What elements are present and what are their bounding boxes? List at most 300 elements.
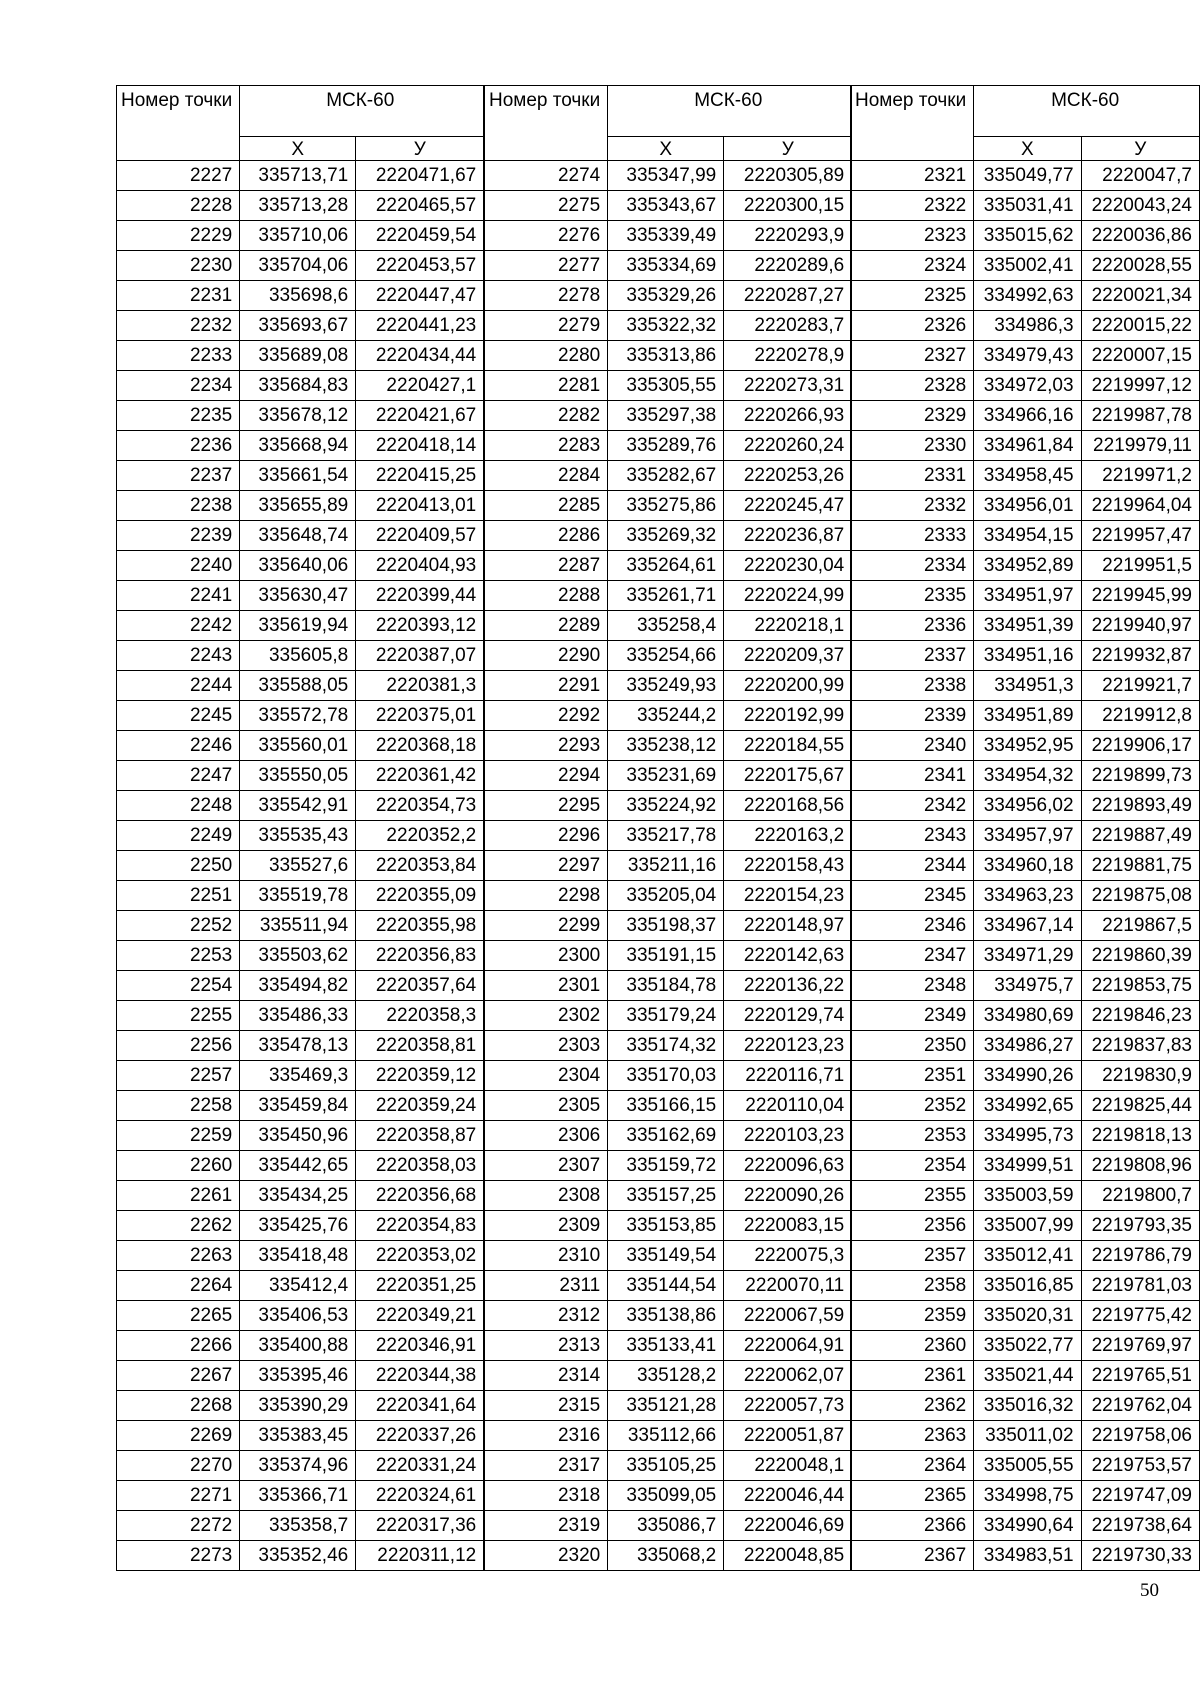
table-row: [851, 1031, 1200, 1061]
x-coordinate-cell: 335238,12: [608, 731, 724, 761]
y-coordinate-cell: 2220123,23: [724, 1031, 852, 1061]
table-row: [485, 401, 852, 431]
table-row: [117, 1301, 484, 1331]
point-number-cell: 2270: [117, 1451, 240, 1481]
y-coordinate-cell: 2219912,8: [1081, 701, 1199, 731]
y-header: У: [1081, 137, 1199, 161]
x-coordinate-cell: 335133,41: [608, 1331, 724, 1361]
y-coordinate-cell: 2220357,64: [356, 971, 484, 1001]
y-coordinate-cell: 2220253,26: [724, 461, 852, 491]
x-coordinate-cell: 335400,88: [240, 1331, 356, 1361]
point-number-cell: 2295: [485, 791, 608, 821]
x-coordinate-cell: 335693,67: [240, 311, 356, 341]
y-coordinate-cell: 2219906,17: [1081, 731, 1199, 761]
point-number-cell: 2360: [851, 1331, 974, 1361]
table-row: [117, 401, 484, 431]
table-row: [117, 1091, 484, 1121]
table-row: [117, 971, 484, 1001]
y-coordinate-cell: 2220358,03: [356, 1151, 484, 1181]
x-coordinate-cell: 335689,08: [240, 341, 356, 371]
table-row: [117, 311, 484, 341]
y-coordinate-cell: 2219846,23: [1081, 1001, 1199, 1031]
x-coordinate-cell: 334990,64: [974, 1511, 1081, 1541]
y-coordinate-cell: 2220418,14: [356, 431, 484, 461]
x-coordinate-cell: 334995,73: [974, 1121, 1081, 1151]
y-coordinate-cell: 2220043,24: [1081, 191, 1199, 221]
point-number-cell: 2356: [851, 1211, 974, 1241]
point-number-cell: 2352: [851, 1091, 974, 1121]
y-coordinate-cell: 2219867,5: [1081, 911, 1199, 941]
table-row: [117, 281, 484, 311]
point-number-cell: 2307: [485, 1151, 608, 1181]
point-number-cell: 2309: [485, 1211, 608, 1241]
y-coordinate-cell: 2220090,26: [724, 1181, 852, 1211]
y-coordinate-cell: 2220148,97: [724, 911, 852, 941]
y-coordinate-cell: 2220200,99: [724, 671, 852, 701]
table-row: [117, 791, 484, 821]
x-coordinate-cell: 335519,78: [240, 881, 356, 911]
y-coordinate-cell: 2220358,3: [356, 1001, 484, 1031]
x-coordinate-cell: 335661,54: [240, 461, 356, 491]
point-number-cell: 2319: [485, 1511, 608, 1541]
table-row: [117, 911, 484, 941]
table-row: [485, 911, 852, 941]
x-coordinate-cell: 335144,54: [608, 1271, 724, 1301]
x-coordinate-cell: 335425,76: [240, 1211, 356, 1241]
x-coordinate-cell: 335282,67: [608, 461, 724, 491]
y-coordinate-cell: 2220447,47: [356, 281, 484, 311]
table-row: [117, 1511, 484, 1541]
x-coordinate-cell: 335630,47: [240, 581, 356, 611]
point-number-cell: 2290: [485, 641, 608, 671]
table-row: [485, 941, 852, 971]
point-number-cell: 2310: [485, 1241, 608, 1271]
table-row: [485, 1481, 852, 1511]
point-number-cell: 2306: [485, 1121, 608, 1151]
point-number-cell: 2271: [117, 1481, 240, 1511]
table-row: [485, 1091, 852, 1121]
point-number-cell: 2275: [485, 191, 608, 221]
y-coordinate-cell: 2219753,57: [1081, 1451, 1199, 1481]
point-number-cell: 2329: [851, 401, 974, 431]
table-row: [485, 1001, 852, 1031]
point-number-cell: 2320: [485, 1541, 608, 1571]
x-coordinate-cell: 334951,16: [974, 641, 1081, 671]
table-row: [485, 1241, 852, 1271]
table-row: [485, 1181, 852, 1211]
x-coordinate-cell: 335605,8: [240, 641, 356, 671]
table-row: [851, 1391, 1200, 1421]
x-coordinate-cell: 335619,94: [240, 611, 356, 641]
point-number-cell: 2235: [117, 401, 240, 431]
point-number-cell: 2291: [485, 671, 608, 701]
table-row: [485, 1271, 852, 1301]
x-coordinate-cell: 334986,3: [974, 311, 1081, 341]
point-number-cell: 2261: [117, 1181, 240, 1211]
table-row: [485, 1391, 852, 1421]
y-coordinate-cell: 2219738,64: [1081, 1511, 1199, 1541]
table-row: [485, 731, 852, 761]
x-coordinate-cell: 335170,03: [608, 1061, 724, 1091]
y-coordinate-cell: 2220349,21: [356, 1301, 484, 1331]
table-row: [851, 1421, 1200, 1451]
y-coordinate-cell: 2220352,2: [356, 821, 484, 851]
x-coordinate-cell: 334954,15: [974, 521, 1081, 551]
table-row: [851, 821, 1200, 851]
point-number-cell: 2242: [117, 611, 240, 641]
y-coordinate-cell: 2219940,97: [1081, 611, 1199, 641]
y-coordinate-cell: 2219793,35: [1081, 1211, 1199, 1241]
x-coordinate-cell: 335297,38: [608, 401, 724, 431]
y-coordinate-cell: 2220015,22: [1081, 311, 1199, 341]
point-number-cell: 2237: [117, 461, 240, 491]
table-row: [851, 941, 1200, 971]
table-row: [851, 221, 1200, 251]
point-number-cell: 2335: [851, 581, 974, 611]
x-coordinate-cell: 334971,29: [974, 941, 1081, 971]
y-coordinate-cell: 2220064,91: [724, 1331, 852, 1361]
x-coordinate-cell: 335174,32: [608, 1031, 724, 1061]
point-number-cell: 2334: [851, 551, 974, 581]
point-number-header: Номер точки: [485, 86, 608, 161]
x-coordinate-cell: 335383,45: [240, 1421, 356, 1451]
point-number-cell: 2234: [117, 371, 240, 401]
x-coordinate-cell: 335347,99: [608, 161, 724, 191]
table-row: [117, 851, 484, 881]
x-coordinate-cell: 335275,86: [608, 491, 724, 521]
point-number-cell: 2267: [117, 1361, 240, 1391]
x-coordinate-cell: 335022,77: [974, 1331, 1081, 1361]
table-row: [117, 1271, 484, 1301]
x-coordinate-cell: 335159,72: [608, 1151, 724, 1181]
point-number-cell: 2357: [851, 1241, 974, 1271]
table-row: [851, 581, 1200, 611]
x-coordinate-cell: 335269,32: [608, 521, 724, 551]
y-coordinate-cell: 2220346,91: [356, 1331, 484, 1361]
point-number-cell: 2289: [485, 611, 608, 641]
table-row: [485, 791, 852, 821]
table-row: [485, 251, 852, 281]
point-number-cell: 2294: [485, 761, 608, 791]
y-coordinate-cell: 2220158,43: [724, 851, 852, 881]
page-number: 50: [1140, 1580, 1159, 1601]
table-row: [851, 1451, 1200, 1481]
x-coordinate-cell: 335258,4: [608, 611, 724, 641]
x-coordinate-cell: 335334,69: [608, 251, 724, 281]
x-coordinate-cell: 335005,55: [974, 1451, 1081, 1481]
x-coordinate-cell: 334972,03: [974, 371, 1081, 401]
y-coordinate-cell: 2220387,07: [356, 641, 484, 671]
table-row: [851, 491, 1200, 521]
table-row: [851, 641, 1200, 671]
x-coordinate-cell: 335016,32: [974, 1391, 1081, 1421]
point-number-cell: 2336: [851, 611, 974, 641]
y-coordinate-cell: 2219830,9: [1081, 1061, 1199, 1091]
point-number-cell: 2250: [117, 851, 240, 881]
table-row: [485, 1331, 852, 1361]
table-row: [851, 251, 1200, 281]
y-coordinate-cell: 2220331,24: [356, 1451, 484, 1481]
y-coordinate-cell: 2220184,55: [724, 731, 852, 761]
y-coordinate-cell: 2219747,09: [1081, 1481, 1199, 1511]
table-row: [117, 521, 484, 551]
table-row: [485, 581, 852, 611]
point-number-cell: 2247: [117, 761, 240, 791]
point-number-cell: 2292: [485, 701, 608, 731]
x-coordinate-cell: 334958,45: [974, 461, 1081, 491]
y-coordinate-cell: 2220036,86: [1081, 221, 1199, 251]
y-coordinate-cell: 2220154,23: [724, 881, 852, 911]
point-number-header: Номер точки: [117, 86, 240, 161]
y-coordinate-cell: 2220103,23: [724, 1121, 852, 1151]
table-row: [117, 761, 484, 791]
y-coordinate-cell: 2219951,5: [1081, 551, 1199, 581]
x-header: X: [608, 137, 724, 161]
table-row: [485, 1061, 852, 1091]
x-coordinate-cell: 335289,76: [608, 431, 724, 461]
point-number-cell: 2244: [117, 671, 240, 701]
x-header: X: [974, 137, 1081, 161]
point-number-cell: 2287: [485, 551, 608, 581]
x-coordinate-cell: 335366,71: [240, 1481, 356, 1511]
point-number-cell: 2318: [485, 1481, 608, 1511]
table-row: [851, 1091, 1200, 1121]
y-coordinate-cell: 2220028,55: [1081, 251, 1199, 281]
table-row: [851, 1181, 1200, 1211]
table-row: [851, 731, 1200, 761]
x-coordinate-cell: 334954,32: [974, 761, 1081, 791]
point-number-cell: 2317: [485, 1451, 608, 1481]
y-coordinate-cell: 2220116,71: [724, 1061, 852, 1091]
table-row: [851, 461, 1200, 491]
x-coordinate-cell: 335217,78: [608, 821, 724, 851]
point-number-cell: 2311: [485, 1271, 608, 1301]
x-coordinate-cell: 335261,71: [608, 581, 724, 611]
y-coordinate-cell: 2220353,84: [356, 851, 484, 881]
point-number-cell: 2273: [117, 1541, 240, 1571]
point-number-cell: 2263: [117, 1241, 240, 1271]
table-row: [851, 1211, 1200, 1241]
point-number-cell: 2363: [851, 1421, 974, 1451]
x-coordinate-cell: 335112,66: [608, 1421, 724, 1451]
x-coordinate-cell: 335020,31: [974, 1301, 1081, 1331]
y-coordinate-cell: 2219964,04: [1081, 491, 1199, 521]
point-number-cell: 2349: [851, 1001, 974, 1031]
y-coordinate-cell: 2219808,96: [1081, 1151, 1199, 1181]
table-row: [117, 881, 484, 911]
point-number-cell: 2293: [485, 731, 608, 761]
x-coordinate-cell: 335535,43: [240, 821, 356, 851]
table-row: [117, 221, 484, 251]
x-coordinate-cell: 334951,3: [974, 671, 1081, 701]
table-row: [117, 1481, 484, 1511]
x-coordinate-cell: 335418,48: [240, 1241, 356, 1271]
table-row: [485, 461, 852, 491]
table-row: [851, 401, 1200, 431]
table-row: [485, 341, 852, 371]
y-coordinate-cell: 2219932,87: [1081, 641, 1199, 671]
table-row: [851, 1511, 1200, 1541]
table-row: [485, 851, 852, 881]
x-coordinate-cell: 334992,63: [974, 281, 1081, 311]
point-number-cell: 2331: [851, 461, 974, 491]
table-row: [117, 1241, 484, 1271]
point-number-cell: 2342: [851, 791, 974, 821]
point-number-cell: 2241: [117, 581, 240, 611]
table-row: [851, 1151, 1200, 1181]
table-row: [851, 671, 1200, 701]
point-number-cell: 2330: [851, 431, 974, 461]
y-coordinate-cell: 2220289,6: [724, 251, 852, 281]
y-coordinate-cell: 2220273,31: [724, 371, 852, 401]
y-coordinate-cell: 2220465,57: [356, 191, 484, 221]
table-row: [851, 431, 1200, 461]
point-number-cell: 2344: [851, 851, 974, 881]
y-coordinate-cell: 2219818,13: [1081, 1121, 1199, 1151]
x-coordinate-cell: 335486,33: [240, 1001, 356, 1031]
y-coordinate-cell: 2220344,38: [356, 1361, 484, 1391]
point-number-cell: 2325: [851, 281, 974, 311]
point-number-cell: 2298: [485, 881, 608, 911]
y-coordinate-cell: 2220057,73: [724, 1391, 852, 1421]
point-number-cell: 2249: [117, 821, 240, 851]
y-coordinate-cell: 2220048,85: [724, 1541, 852, 1571]
x-coordinate-cell: 335648,74: [240, 521, 356, 551]
x-coordinate-cell: 335668,94: [240, 431, 356, 461]
y-coordinate-cell: 2220047,7: [1081, 161, 1199, 191]
y-coordinate-cell: 2219979,11: [1081, 431, 1199, 461]
table-row: [851, 191, 1200, 221]
point-number-cell: 2269: [117, 1421, 240, 1451]
point-number-cell: 2337: [851, 641, 974, 671]
point-number-cell: 2240: [117, 551, 240, 581]
y-coordinate-cell: 2220393,12: [356, 611, 484, 641]
y-coordinate-cell: 2220083,15: [724, 1211, 852, 1241]
point-number-cell: 2305: [485, 1091, 608, 1121]
coordinates-table-2: [484, 85, 852, 1571]
x-coordinate-cell: 335015,62: [974, 221, 1081, 251]
y-coordinate-cell: 2220266,93: [724, 401, 852, 431]
x-coordinate-cell: 335469,3: [240, 1061, 356, 1091]
table-row: [851, 1301, 1200, 1331]
table-row: [117, 611, 484, 641]
x-coordinate-cell: 335329,26: [608, 281, 724, 311]
x-coordinate-cell: 335264,61: [608, 551, 724, 581]
table-row: [851, 1481, 1200, 1511]
y-coordinate-cell: 2220361,42: [356, 761, 484, 791]
y-coordinate-cell: 2220421,67: [356, 401, 484, 431]
y-coordinate-cell: 2219825,44: [1081, 1091, 1199, 1121]
table-row: [485, 1211, 852, 1241]
y-coordinate-cell: 2219800,7: [1081, 1181, 1199, 1211]
table-row: [851, 1361, 1200, 1391]
table-row: [485, 671, 852, 701]
point-number-cell: 2265: [117, 1301, 240, 1331]
y-coordinate-cell: 2220471,67: [356, 161, 484, 191]
y-coordinate-cell: 2220163,2: [724, 821, 852, 851]
point-number-cell: 2313: [485, 1331, 608, 1361]
x-coordinate-cell: 335339,49: [608, 221, 724, 251]
table-row: [117, 161, 484, 191]
table-row: [117, 191, 484, 221]
x-coordinate-cell: 335121,28: [608, 1391, 724, 1421]
table-row: [851, 611, 1200, 641]
table-row: [117, 431, 484, 461]
table-row: [117, 341, 484, 371]
y-coordinate-cell: 2219781,03: [1081, 1271, 1199, 1301]
x-coordinate-cell: 334957,97: [974, 821, 1081, 851]
x-coordinate-cell: 335086,7: [608, 1511, 724, 1541]
x-coordinate-cell: 335138,86: [608, 1301, 724, 1331]
point-number-cell: 2327: [851, 341, 974, 371]
x-coordinate-cell: 335710,06: [240, 221, 356, 251]
table-row: [485, 161, 852, 191]
point-number-cell: 2230: [117, 251, 240, 281]
table-row: [851, 1061, 1200, 1091]
x-coordinate-cell: 335244,2: [608, 701, 724, 731]
table-row: [851, 971, 1200, 1001]
x-coordinate-cell: 334961,84: [974, 431, 1081, 461]
y-coordinate-cell: 2219837,83: [1081, 1031, 1199, 1061]
x-coordinate-cell: 335003,59: [974, 1181, 1081, 1211]
x-coordinate-cell: 334952,89: [974, 551, 1081, 581]
x-coordinate-cell: 335406,53: [240, 1301, 356, 1331]
point-number-cell: 2248: [117, 791, 240, 821]
point-number-cell: 2348: [851, 971, 974, 1001]
x-coordinate-cell: 335588,05: [240, 671, 356, 701]
table-row: [117, 551, 484, 581]
x-coordinate-cell: 335198,37: [608, 911, 724, 941]
point-number-cell: 2266: [117, 1331, 240, 1361]
point-number-cell: 2324: [851, 251, 974, 281]
x-coordinate-cell: 335352,46: [240, 1541, 356, 1571]
point-number-cell: 2277: [485, 251, 608, 281]
point-number-cell: 2302: [485, 1001, 608, 1031]
y-coordinate-cell: 2220381,3: [356, 671, 484, 701]
point-number-cell: 2272: [117, 1511, 240, 1541]
x-coordinate-cell: 334952,95: [974, 731, 1081, 761]
x-coordinate-cell: 335068,2: [608, 1541, 724, 1571]
table-row: [485, 371, 852, 401]
point-number-cell: 2238: [117, 491, 240, 521]
point-number-cell: 2251: [117, 881, 240, 911]
y-coordinate-cell: 2220353,02: [356, 1241, 484, 1271]
x-coordinate-cell: 335572,78: [240, 701, 356, 731]
table-row: [851, 911, 1200, 941]
table-row: [117, 1001, 484, 1031]
x-coordinate-cell: 335503,62: [240, 941, 356, 971]
y-coordinate-cell: 2219762,04: [1081, 1391, 1199, 1421]
point-number-cell: 2239: [117, 521, 240, 551]
point-number-cell: 2338: [851, 671, 974, 701]
y-coordinate-cell: 2220311,12: [356, 1541, 484, 1571]
table-row: [851, 1541, 1200, 1571]
y-coordinate-cell: 2220359,12: [356, 1061, 484, 1091]
y-coordinate-cell: 2220459,54: [356, 221, 484, 251]
y-coordinate-cell: 2220062,07: [724, 1361, 852, 1391]
point-number-cell: 2300: [485, 941, 608, 971]
y-coordinate-cell: 2220358,87: [356, 1121, 484, 1151]
y-coordinate-cell: 2220110,04: [724, 1091, 852, 1121]
point-number-cell: 2328: [851, 371, 974, 401]
table-row: [485, 491, 852, 521]
table-row: [851, 1121, 1200, 1151]
y-coordinate-cell: 2220441,23: [356, 311, 484, 341]
table-row: [485, 1361, 852, 1391]
table-row: [485, 521, 852, 551]
point-number-cell: 2312: [485, 1301, 608, 1331]
y-coordinate-cell: 2219971,2: [1081, 461, 1199, 491]
